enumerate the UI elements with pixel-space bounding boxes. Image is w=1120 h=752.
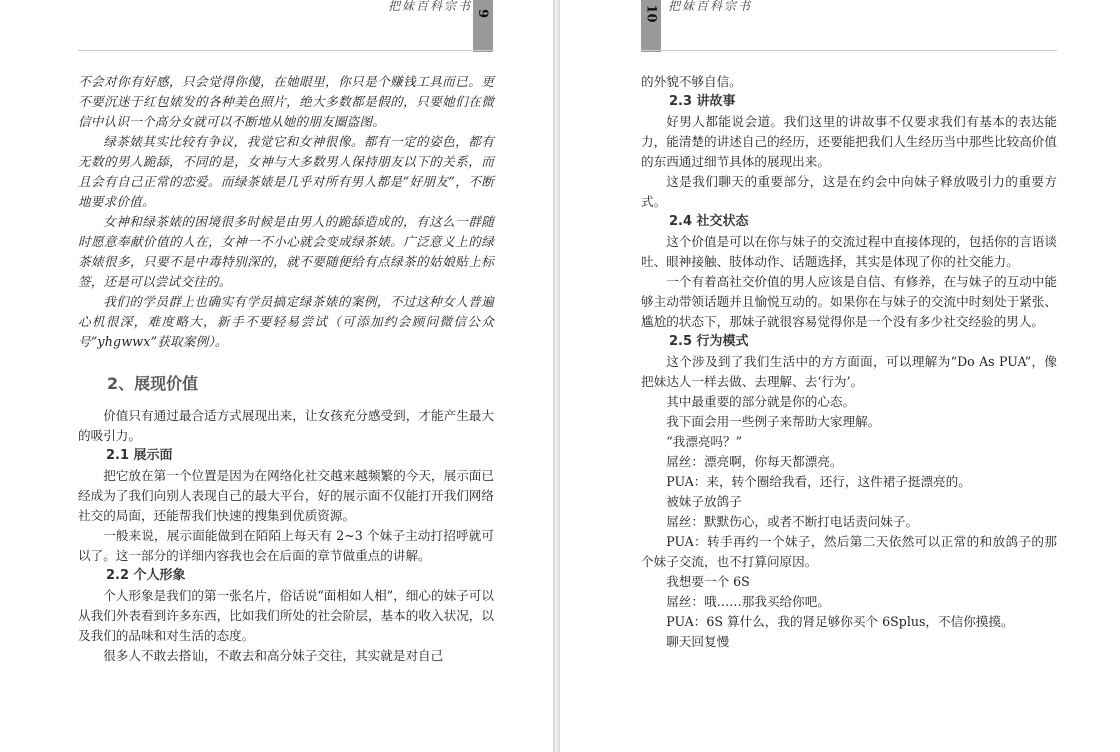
- header-rule: [641, 50, 1057, 51]
- right-body: [641, 72, 1057, 652]
- paragraph: 我想要一个 6S: [666, 574, 750, 589]
- paragraph: 的外貌不够自信。: [641, 74, 742, 89]
- paragraph: 其中最重要的部分就是你的心态。: [666, 394, 856, 409]
- paragraph: 个人形象是我们的第一张名片，俗话说“面相如人相”，细心的妹子可以从我们外表看到许多东西，比如我们所处的社会阶层，基本的收入状况，以及我们的品味和对生活的态度。: [78, 588, 494, 643]
- paragraph: 屌丝：默默伤心，或者不断打电话责问妹子。: [666, 514, 919, 529]
- header-title: 把妹百科宗书: [388, 0, 473, 13]
- paragraph: “我漂亮吗？”: [666, 434, 743, 449]
- paragraph: 好男人都能说会道。我们这里的讲故事不仅要求我们有基本的表达能力，能清楚的讲述自己的经历，还要能把我们人生经历当中那些比较高价值的东西通过细节具体的展现出来。: [641, 114, 1057, 169]
- paragraph: 这个涉及到了我们生活中的方方面面，可以理解为“Do As PUA”，像把妹达人一样去做、去理解、去‘行为’。: [641, 354, 1057, 389]
- paragraph: 女神和绿茶婊的困境很多时候是由男人的跪舔造成的，有这么一群随时愿意奉献价值的人在，女神一不小心就会变成绿茶婊。广泛意义上的绿茶婊很多，只要不是中毒特别深的，就不要随便给有点绿茶的姑娘贴上标签，还是可以尝试交往的。: [78, 214, 494, 289]
- subsection-heading: 2.4 社交状态: [669, 214, 749, 229]
- subsection-heading: 2.5 行为模式: [669, 334, 749, 349]
- paragraph: 我们的学员群上也确实有学员搞定绿茶婊的案例，不过这种女人普遍心机很深，难度略大，新手不要轻易尝试（可添加约会顾问微信公众号“yhgwwx”获取案例）。: [78, 294, 494, 349]
- left-body-top: [78, 72, 494, 352]
- header-rule: [78, 50, 494, 51]
- paragraph: 一般来说，展示面能做到在陌陌上每天有 2~3 个妹子主动打招呼就可以了。这一部分的详细内容我也会在后面的章节做重点的讲解。: [78, 528, 494, 563]
- paragraph: PUA：6S 算什么，我的肾足够你买个 6Splus，不信你摸摸。: [666, 614, 1014, 629]
- paragraph: 这是我们聊天的重要部分，这是在约会中向妹子释放吸引力的重要方式。: [641, 174, 1057, 209]
- header-title: 把妹百科宗书: [668, 0, 753, 13]
- paragraph: PUA：来，转个圈给我看，还行，这件裙子挺漂亮的。: [666, 474, 971, 489]
- page-number-tab: [641, 0, 661, 52]
- page-number: 9: [475, 8, 491, 19]
- paragraph: 屌丝：哦……那我买给你吧。: [666, 594, 830, 609]
- paragraph: PUA：转手再约一个妹子，然后第二天依然可以正常的和放鸽子的那个妹子交流，也不打算问原因。: [641, 534, 1057, 569]
- left-page: [0, 0, 553, 752]
- paragraph: 很多人不敢去搭讪，不敢去和高分妹子交往，其实就是对自己: [103, 648, 444, 663]
- paragraph: 这个价值是可以在你与妹子的交流过程中直接体现的，包括你的言语谈吐、眼神接触、肢体动作、话题选择，其实是体现了你的社交能力。: [641, 234, 1057, 269]
- paragraph: 价值只有通过最合适方式展现出来，让女孩充分感受到，才能产生最大的吸引力。: [78, 408, 494, 443]
- paragraph: 我下面会用一些例子来帮助大家理解。: [666, 414, 881, 429]
- page-number: 10: [643, 4, 659, 23]
- book-gutter: [553, 0, 560, 752]
- page-number-tab: [473, 0, 493, 52]
- paragraph: 把它放在第一个位置是因为在网络化社交越来越频繁的今天，展示面已经成为了我们向别人表现自己的最大平台，好的展示面不仅能打开我们网络社交的局面，还能帮我们快速的搜集到优质资源。: [78, 468, 494, 523]
- paragraph: 聊天回复慢: [666, 634, 730, 649]
- section-heading: 2、展现价值: [107, 374, 199, 393]
- paragraph: 不会对你有好感，只会觉得你傻，在她眼里，你只是个赚钱工具而已。更不要沉迷于红包婊发的各种美色照片，绝大多数都是假的，只要她们在微信中认识一个高分女就可以不断地从她的朋友圈盗图。: [78, 74, 494, 129]
- paragraph: 被妹子放鸽子: [666, 494, 742, 509]
- paragraph: 一个有着高社交价值的男人应该是自信、有修养，在与妹子的互动中能够主动带领话题并且愉悦互动的。如果你在与妹子的交流中时刻处于紧张、尴尬的状态下，那妹子就很容易觉得你是一个没有多少社交经验的男人。: [641, 274, 1057, 329]
- paragraph: 绿茶婊其实比较有争议，我觉它和女神很像。都有一定的姿色，都有无数的男人跪舔，不同的是，女神与大多数男人保持朋友以下的关系，而且会有自己正常的恋爱。而绿茶婊是几乎对所有男人都是“好朋友”，不断地要求价值。: [78, 134, 494, 209]
- right-page: [560, 0, 1120, 752]
- paragraph: 屌丝：漂亮啊，你每天都漂亮。: [666, 454, 843, 469]
- subsection-heading: 2.2 个人形象: [106, 568, 186, 583]
- left-body-bottom: [78, 406, 494, 666]
- subsection-heading: 2.3 讲故事: [669, 94, 736, 109]
- subsection-heading: 2.1 展示面: [106, 448, 173, 463]
